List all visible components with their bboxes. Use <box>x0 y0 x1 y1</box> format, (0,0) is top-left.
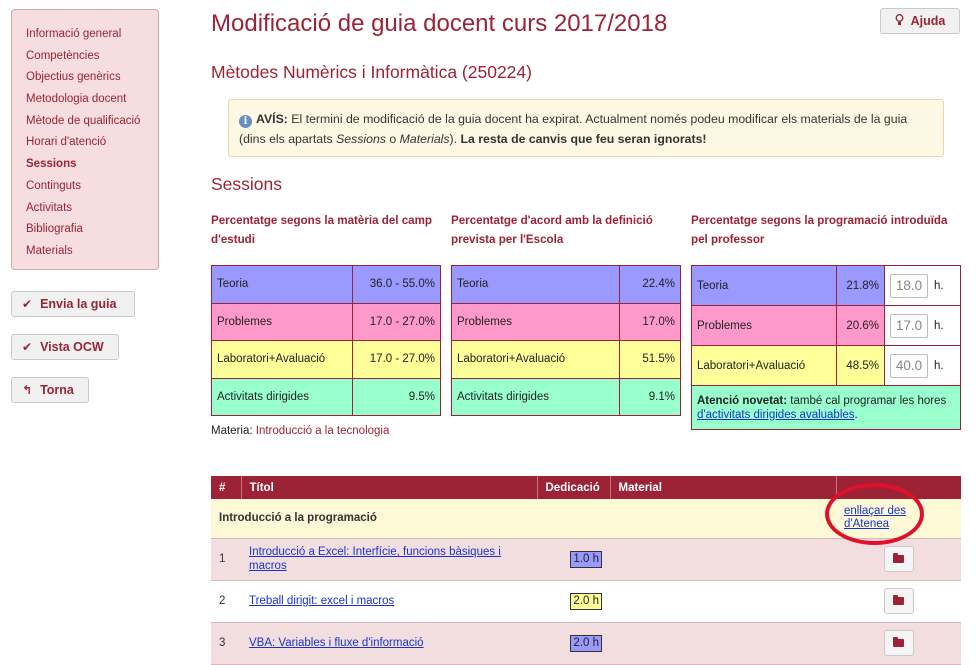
session-title-link[interactable]: VBA: Variables i fluxe d'informació <box>249 637 424 649</box>
notice-strong: La resta de canvis que feu seran ignorats! <box>460 132 707 146</box>
folder-icon <box>893 555 904 563</box>
hours-cell <box>885 266 961 306</box>
row-label: Problemes <box>452 303 620 341</box>
send-guide-button[interactable] <box>11 291 135 317</box>
notice-text-1: El termini de modificació de la guia docent ha expirat. Actualment només podeu modificar els materials de la guia (dins els apartats <box>239 112 908 146</box>
help-button[interactable] <box>880 8 960 34</box>
sidebar-item-bibliografia[interactable]: Bibliografia <box>26 223 83 236</box>
session-title-link[interactable]: Treball dirigit: excel i macros <box>249 595 395 607</box>
ocw-view-label: Vista OCW <box>40 340 104 354</box>
novetat-text: també cal programar les hores <box>787 394 947 407</box>
session-title-link[interactable]: Introducció a Excel: Interfície, funcions bàsiques i macros <box>249 546 501 572</box>
table-row <box>692 346 961 386</box>
col1-heading: Percentatge segons la matèria del camp d'estudi <box>211 214 433 246</box>
table-row <box>212 303 441 341</box>
directed-activities-notice <box>692 386 961 430</box>
back-arrow-icon: ↰ <box>22 383 33 397</box>
table-row <box>452 341 681 379</box>
material-cell <box>610 622 836 664</box>
dedication-badge: 2.0 h <box>570 635 602 652</box>
row-value: 17.0 - 27.0% <box>353 303 441 341</box>
check-icon: ✔ <box>22 297 33 311</box>
notice-em-materials: Materials <box>399 132 450 146</box>
row-value: 21.8% <box>837 266 885 306</box>
dedication-cell <box>537 538 610 580</box>
open-material-button[interactable] <box>884 546 914 572</box>
material-action-cell <box>836 538 961 580</box>
row-value: 9.5% <box>353 378 441 416</box>
table-row <box>452 266 681 304</box>
table-row <box>692 266 961 306</box>
novetat-end: . <box>854 408 858 421</box>
row-label: Problemes <box>212 303 353 341</box>
row-value: 51.5% <box>620 341 681 379</box>
notice-text-2: o <box>385 132 400 146</box>
table-row <box>452 303 681 341</box>
col-title-header: Títol <box>241 476 537 499</box>
link-from-atenea[interactable]: enllaçar des d'Atenea <box>844 505 907 531</box>
folder-icon <box>893 639 904 647</box>
table-row <box>212 341 441 379</box>
sessions-section-title: Sessions <box>211 174 283 194</box>
notice-em-sessions: Sessions <box>336 132 386 146</box>
hours-unit: h. <box>934 279 944 292</box>
col-dedication-header: Dedicació <box>537 476 610 499</box>
table-row <box>452 378 681 416</box>
professor-percentage-table <box>691 265 961 430</box>
row-value: 36.0 - 55.0% <box>353 266 441 304</box>
sidebar-item-horari-atencio[interactable]: Horari d'atenció <box>26 136 107 149</box>
open-material-button[interactable] <box>884 588 914 614</box>
row-label: Laboratori+Avaluació <box>452 341 620 379</box>
table-row <box>692 306 961 346</box>
material-cell <box>610 580 836 622</box>
info-icon: i <box>239 115 252 128</box>
col2-heading: Percentatge d'acord amb la definició prevista per l'Escola <box>451 214 653 246</box>
open-material-button[interactable] <box>884 630 914 656</box>
row-value: 17.0% <box>620 303 681 341</box>
row-label: Teoria <box>452 266 620 304</box>
row-label: Activitats dirigides <box>212 378 353 416</box>
sidebar-item-materials[interactable]: Materials <box>26 244 73 257</box>
dedication-cell <box>537 622 610 664</box>
teoria-hours-input[interactable] <box>890 274 928 298</box>
check-icon: ✔ <box>22 340 33 354</box>
lab-hours-input[interactable] <box>890 354 928 378</box>
page-title: Modificació de guia docent curs 2017/2018 <box>211 10 668 37</box>
row-value: 48.5% <box>837 346 885 386</box>
directed-activities-link[interactable]: d'activitats dirigides avaluables <box>697 408 855 421</box>
sessions-header-row <box>211 476 961 499</box>
sidebar-item-metodologia-docent[interactable]: Metodologia docent <box>26 93 127 106</box>
row-label: Laboratori+Avaluació <box>692 346 837 386</box>
notice-text-3: ). <box>449 132 461 146</box>
hours-unit: h. <box>934 319 944 332</box>
folder-icon <box>893 597 904 605</box>
back-button[interactable] <box>11 377 89 403</box>
row-label: Problemes <box>692 306 837 346</box>
hours-cell <box>885 306 961 346</box>
expired-notice <box>228 99 944 157</box>
sidebar-nav <box>11 9 159 270</box>
sidebar-item-objectius-generics[interactable]: Objectius genèrics <box>26 71 121 84</box>
sidebar-item-informacio-general[interactable]: Informació general <box>26 28 122 40</box>
material-action-cell <box>836 622 961 664</box>
row-label: Teoria <box>692 266 837 306</box>
session-title-cell <box>241 538 537 580</box>
problemes-hours-input[interactable] <box>890 314 928 338</box>
group-link-cell <box>836 499 961 538</box>
materia-line <box>211 425 389 437</box>
session-num: 2 <box>211 580 241 622</box>
row-label: Activitats dirigides <box>452 378 620 416</box>
send-guide-label: Envia la guia <box>40 297 117 311</box>
dedication-badge: 1.0 h <box>570 551 602 568</box>
session-num: 1 <box>211 538 241 580</box>
row-value: 22.4% <box>620 266 681 304</box>
col3-heading: Percentatge segons la programació introduïda pel professor <box>691 214 948 246</box>
notice-prefix: AVÍS: <box>256 112 288 126</box>
lightbulb-icon <box>895 14 904 29</box>
back-label: Torna <box>40 383 74 397</box>
sessions-table <box>211 476 961 665</box>
ocw-view-button[interactable] <box>11 334 119 360</box>
table-row <box>211 580 961 622</box>
row-label: Laboratori+Avaluació <box>212 341 353 379</box>
school-percentage-table <box>451 265 681 416</box>
dedication-badge: 2.0 h <box>570 593 602 610</box>
sidebar-item-activitats[interactable]: Activitats <box>26 201 73 214</box>
table-row <box>212 266 441 304</box>
session-title-cell <box>241 622 537 664</box>
group-row <box>211 499 961 538</box>
hours-cell <box>885 346 961 386</box>
row-value: 17.0 - 27.0% <box>353 341 441 379</box>
table-row <box>211 538 961 580</box>
help-label: Ajuda <box>910 14 946 28</box>
sidebar-item-sessions[interactable]: Sessions <box>26 158 77 171</box>
group-title: Introducció a la programació <box>211 499 836 538</box>
sidebar-item-continguts[interactable]: Continguts <box>26 179 81 192</box>
row-label: Teoria <box>212 266 353 304</box>
field-percentage-table <box>211 265 441 416</box>
dedication-cell <box>537 580 610 622</box>
sidebar-item-competencies[interactable]: Competències <box>26 49 100 62</box>
session-num: 3 <box>211 622 241 664</box>
table-row <box>211 622 961 664</box>
material-cell <box>610 538 836 580</box>
materia-link[interactable]: Introducció a la tecnologia <box>255 425 390 437</box>
col-num-header: # <box>211 476 241 499</box>
table-row <box>692 386 961 430</box>
col-actions-header <box>836 476 961 499</box>
subject-title: Mètodes Numèrics i Informàtica (250224) <box>211 62 532 82</box>
row-value: 20.6% <box>837 306 885 346</box>
sidebar-item-metode-qualificacio[interactable]: Mètode de qualificació <box>26 114 141 127</box>
materia-label: Materia: <box>211 425 256 437</box>
table-row <box>212 378 441 416</box>
material-action-cell <box>836 580 961 622</box>
col-material-header: Material <box>610 476 836 499</box>
row-value: 9.1% <box>620 378 681 416</box>
hours-unit: h. <box>934 359 944 372</box>
novetat-label: Atenció novetat: <box>697 394 788 407</box>
session-title-cell <box>241 580 537 622</box>
